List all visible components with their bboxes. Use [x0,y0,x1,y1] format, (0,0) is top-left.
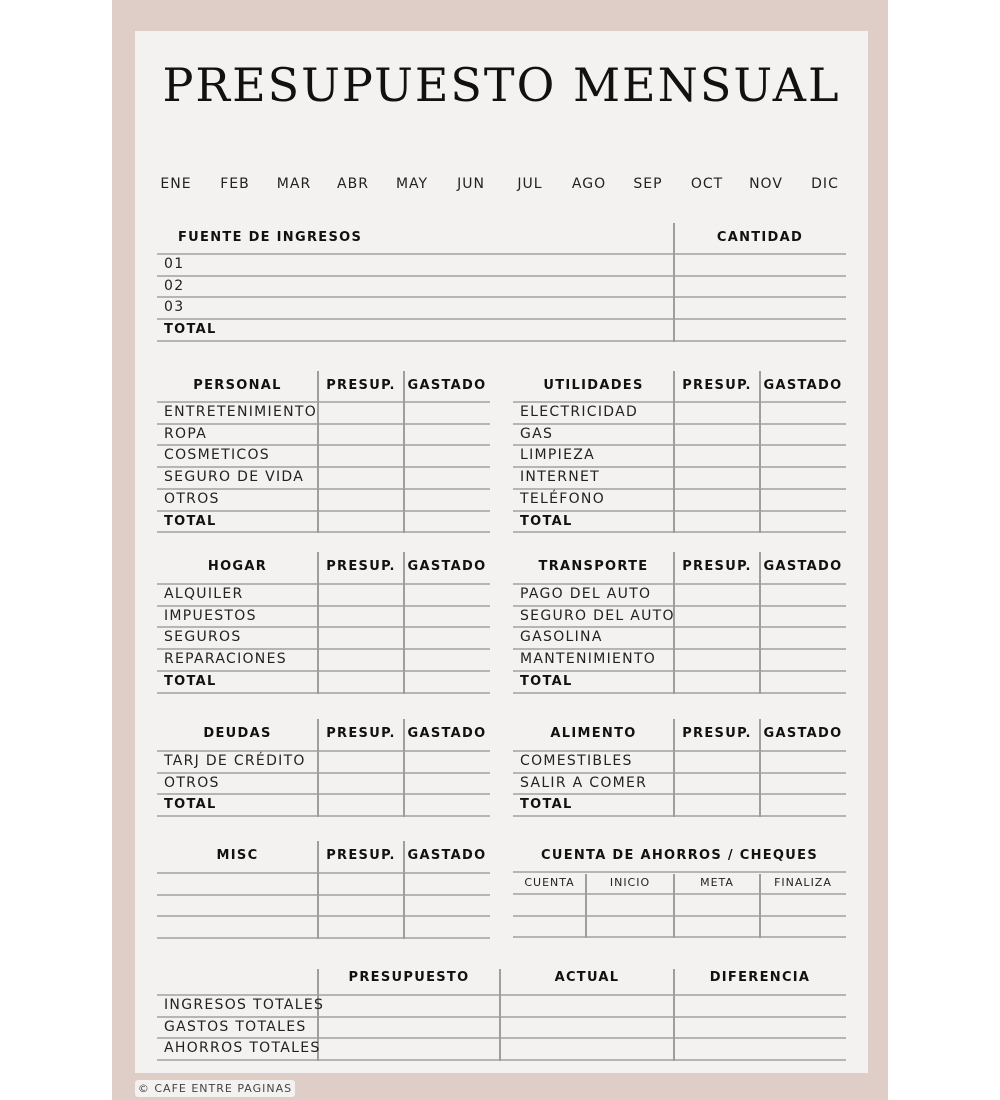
ahorros-input-cell[interactable] [674,916,760,936]
utilidades-input-cell[interactable] [760,467,846,487]
alimento-col-header: GASTADO [763,726,843,741]
utilidades-input-cell[interactable] [760,445,846,465]
personal-input-cell[interactable] [404,445,490,465]
summary-row-label: GASTOS TOTALES [164,1018,307,1035]
income-input-cell[interactable] [674,254,846,274]
hogar-input-cell[interactable] [318,627,404,647]
deudas-col-header: PRESUP. [326,726,396,741]
hogar-input-cell[interactable] [404,584,490,604]
transporte-total-cell[interactable] [760,671,846,691]
personal-input-cell[interactable] [404,489,490,509]
transporte-input-cell[interactable] [760,584,846,604]
hogar-input-cell[interactable] [318,584,404,604]
utilidades-input-cell[interactable] [674,445,760,465]
summary-col-header: DIFERENCIA [709,970,811,985]
ahorros-input-cell[interactable] [586,916,674,936]
personal-input-cell[interactable] [404,424,490,444]
personal-row-label: OTROS [164,490,220,507]
deudas-row-label: TARJ DE CRÉDITO [164,753,306,769]
month-jun[interactable]: JUN [457,176,485,192]
personal-input-cell[interactable] [318,489,404,509]
deudas-col-header: DEUDAS [203,726,272,741]
transporte-input-cell[interactable] [760,627,846,647]
misc-col-header: PRESUP. [326,848,396,863]
hogar-col-header: PRESUP. [326,559,396,574]
utilidades-total-cell[interactable] [760,511,846,531]
transporte-col-header: GASTADO [763,559,843,574]
summary-row-label: AHORROS TOTALES [164,1040,321,1057]
deudas-input-cell[interactable] [404,751,490,771]
hogar-input-cell[interactable] [404,649,490,669]
transporte-row-label: SEGURO DEL AUTO [520,607,675,624]
month-sep[interactable]: SEP [633,176,663,192]
month-dic[interactable]: DIC [811,176,839,192]
alimento-total-cell[interactable] [760,794,846,814]
alimento-row-label: COMESTIBLES [520,753,633,769]
utilidades-col-header: PRESUP. [682,378,752,393]
deudas-input-cell[interactable] [404,773,490,793]
personal-row-label: ENTRETENIMIENTO [164,404,318,420]
misc-col-header: GASTADO [407,848,487,863]
personal-col-header: PRESUP. [326,378,396,393]
misc-input-cell[interactable] [404,873,490,893]
personal-input-cell[interactable] [318,424,404,444]
personal-input-cell[interactable] [318,467,404,487]
personal-total-cell[interactable] [404,511,490,531]
summary-row-label: INGRESOS TOTALES [164,997,325,1013]
ahorros-input-cell[interactable] [760,916,846,936]
utilidades-row-label: TELÉFONO [520,490,606,507]
utilidades-row-label: ELECTRICIDAD [520,404,639,420]
month-ago[interactable]: AGO [571,176,607,192]
utilidades-total-label: TOTAL [520,513,573,529]
ahorros-title: CUENTA DE AHORROS / CHEQUES [541,848,818,863]
transporte-total-label: TOTAL [520,673,573,689]
hogar-col-header: HOGAR [207,559,268,574]
utilidades-input-cell[interactable] [674,489,760,509]
month-selector [0,176,1000,196]
alimento-row-rule [513,815,846,817]
utilidades-col-header: UTILIDADES [543,378,644,393]
misc-input-cell[interactable] [404,916,490,936]
utilidades-input-cell[interactable] [674,467,760,487]
alimento-input-cell[interactable] [674,751,760,771]
misc-row-rule [157,937,490,939]
month-abr[interactable]: ABR [337,176,369,192]
ahorros-input-cell[interactable] [760,894,846,914]
hogar-input-cell[interactable] [318,606,404,626]
utilidades-input-cell[interactable] [674,424,760,444]
summary-input-cell[interactable] [318,1038,500,1058]
summary-input-cell[interactable] [674,995,846,1015]
hogar-input-cell[interactable] [318,649,404,669]
utilidades-total-cell[interactable] [674,511,760,531]
misc-input-cell[interactable] [404,895,490,915]
transporte-input-cell[interactable] [674,649,760,669]
misc-input-cell[interactable] [318,895,404,915]
transporte-input-cell[interactable] [674,627,760,647]
income-row-label: 01 [164,256,185,272]
ahorros-input-cell[interactable] [513,916,586,936]
alimento-input-cell[interactable] [760,773,846,793]
income-total-cell[interactable] [674,319,846,339]
hogar-row-label: SEGUROS [164,629,242,646]
ahorros-col-header: CUENTA [524,876,575,889]
misc-input-cell[interactable] [157,873,318,893]
summary-input-cell[interactable] [318,995,500,1015]
transporte-total-cell[interactable] [674,671,760,691]
transporte-col-header: TRANSPORTE [538,559,649,574]
misc-input-cell[interactable] [318,916,404,936]
personal-total-cell[interactable] [318,511,404,531]
misc-input-cell[interactable] [157,916,318,936]
utilidades-input-cell[interactable] [760,489,846,509]
misc-input-cell[interactable] [318,873,404,893]
deudas-col-header: GASTADO [407,726,487,741]
ahorros-title-rule [513,871,846,873]
hogar-total-cell[interactable] [318,671,404,691]
utilidades-input-cell[interactable] [760,424,846,444]
personal-input-cell[interactable] [404,467,490,487]
deudas-total-cell[interactable] [318,794,404,814]
transporte-row-rule [513,692,846,694]
utilidades-input-cell[interactable] [674,402,760,422]
income-input-cell[interactable] [674,276,846,296]
alimento-total-cell[interactable] [674,794,760,814]
personal-col-header: PERSONAL [193,378,282,393]
copyright-credit: © CAFE ENTRE PAGINAS [135,1080,295,1097]
transporte-row-label: MANTENIMIENTO [520,651,657,668]
transporte-input-cell[interactable] [674,584,760,604]
hogar-input-cell[interactable] [404,606,490,626]
month-ene[interactable]: ENE [160,176,192,192]
utilidades-input-cell[interactable] [760,402,846,422]
utilidades-col-header: GASTADO [763,378,843,393]
utilidades-row-label: LIMPIEZA [520,447,595,464]
ahorros-input-cell[interactable] [586,894,674,914]
summary-input-cell[interactable] [674,1038,846,1058]
utilidades-row-rule [513,531,846,533]
utilidades-row-label: GAS [520,425,554,442]
deudas-total-cell[interactable] [404,794,490,814]
hogar-row-label: IMPUESTOS [164,607,257,624]
income-total-label: TOTAL [164,322,217,338]
deudas-row-rule [157,815,490,817]
income-col-header: FUENTE DE INGRESOS [178,230,363,245]
misc-col-header: MISC [216,848,259,863]
transporte-input-cell[interactable] [674,606,760,626]
deudas-input-cell[interactable] [318,751,404,771]
personal-input-cell[interactable] [318,402,404,422]
misc-input-cell[interactable] [157,895,318,915]
summary-col-header: PRESUPUESTO [348,970,470,985]
ahorros-row-rule [513,936,846,938]
summary-row-rule [157,1059,846,1061]
alimento-input-cell[interactable] [674,773,760,793]
hogar-row-rule [157,692,490,694]
hogar-total-cell[interactable] [404,671,490,691]
month-may[interactable]: MAY [395,176,429,192]
summary-input-cell[interactable] [318,1017,500,1037]
ahorros-col-header: FINALIZA [774,876,832,889]
income-row-label: 03 [164,299,185,316]
page-title: PRESUPUESTO MENSUAL [162,58,841,112]
hogar-input-cell[interactable] [404,627,490,647]
ahorros-col-header: INICIO [609,876,651,889]
hogar-row-label: REPARACIONES [164,651,287,668]
month-feb[interactable]: FEB [220,176,250,192]
deudas-input-cell[interactable] [318,773,404,793]
income-col-header: CANTIDAD [716,230,804,245]
summary-input-cell[interactable] [500,995,674,1015]
transporte-row-label: GASOLINA [520,629,603,646]
summary-col-header: ACTUAL [554,970,620,985]
alimento-total-label: TOTAL [520,797,573,813]
utilidades-row-label: INTERNET [520,469,600,486]
deudas-total-label: TOTAL [164,797,217,813]
hogar-col-header: GASTADO [407,559,487,574]
month-oct[interactable]: OCT [690,176,724,192]
summary-input-cell[interactable] [674,1017,846,1037]
transporte-input-cell[interactable] [760,649,846,669]
alimento-col-header: ALIMENTO [550,726,637,741]
personal-row-label: SEGURO DE VIDA [164,469,305,486]
month-nov[interactable]: NOV [749,176,783,192]
transporte-col-header: PRESUP. [682,559,752,574]
personal-input-cell[interactable] [318,445,404,465]
ahorros-input-cell[interactable] [674,894,760,914]
transporte-input-cell[interactable] [760,606,846,626]
month-jul[interactable]: JUL [517,176,543,192]
hogar-total-label: TOTAL [164,673,217,689]
hogar-row-label: ALQUILER [164,586,244,602]
transporte-row-label: PAGO DEL AUTO [520,586,652,602]
alimento-input-cell[interactable] [760,751,846,771]
summary-input-cell[interactable] [500,1038,674,1058]
income-row-label: 02 [164,277,185,294]
ahorros-input-cell[interactable] [513,894,586,914]
month-mar[interactable]: MAR [276,176,312,192]
personal-total-label: TOTAL [164,513,217,529]
deudas-row-label: OTROS [164,774,220,791]
personal-row-label: ROPA [164,425,208,442]
personal-row-rule [157,531,490,533]
income-input-cell[interactable] [674,297,846,317]
ahorros-col-header: META [700,876,734,889]
income-row-rule [157,340,846,342]
personal-col-header: GASTADO [407,378,487,393]
alimento-col-header: PRESUP. [682,726,752,741]
personal-input-cell[interactable] [404,402,490,422]
alimento-row-label: SALIR A COMER [520,774,648,791]
personal-row-label: COSMETICOS [164,447,270,464]
summary-input-cell[interactable] [500,1017,674,1037]
